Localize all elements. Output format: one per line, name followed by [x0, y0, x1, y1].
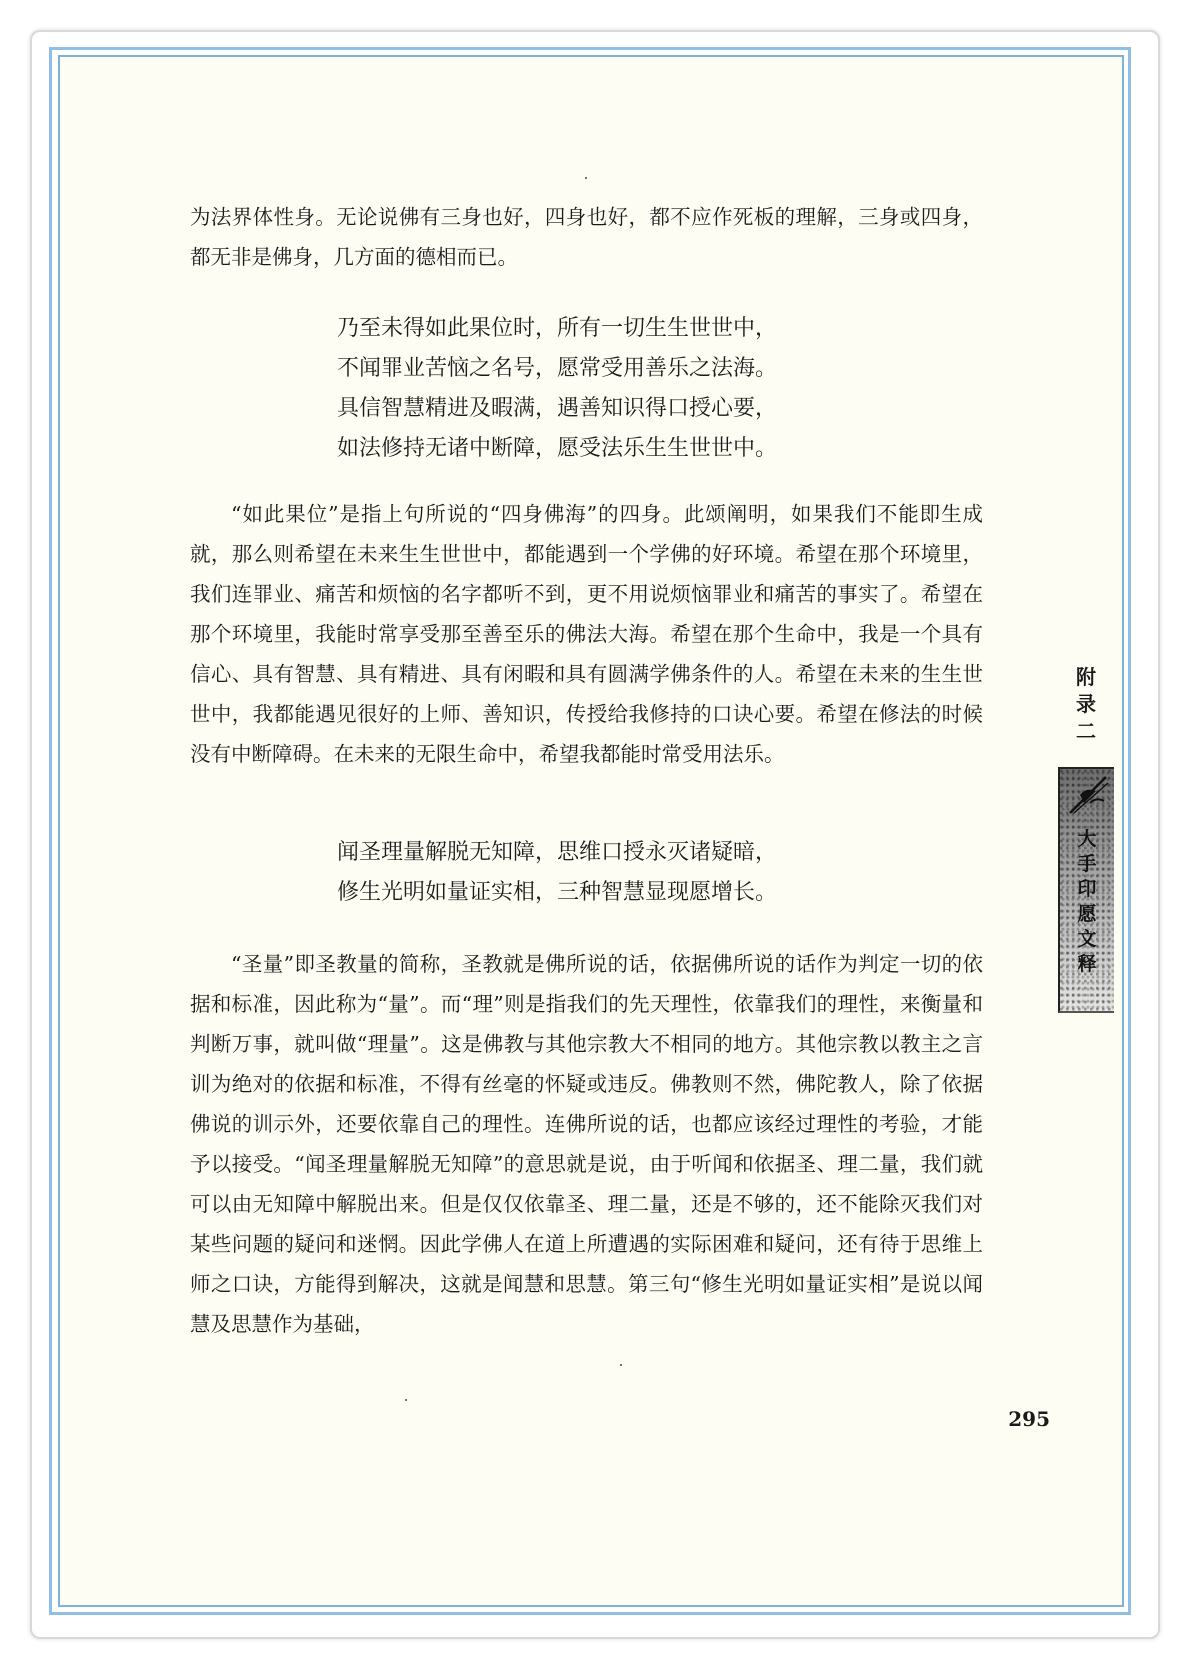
paragraph-continuation: [190, 197, 983, 277]
section-label: [1068, 664, 1104, 745]
section-char: 二: [1076, 719, 1096, 743]
chapter-char: 释: [1077, 953, 1097, 975]
commentary-block-2: [190, 944, 983, 1344]
chapter-char: 文: [1077, 928, 1097, 950]
scan-speck: [620, 1364, 622, 1366]
chapter-char: 印: [1077, 878, 1097, 900]
verse-block-2: [337, 833, 777, 913]
verse-line: 乃至未得如此果位时，所有一切生生世世中，: [337, 316, 778, 341]
section-char: 附: [1076, 665, 1096, 689]
chapter-char: 愿: [1077, 903, 1097, 925]
paragraph-1: 为法界体性身。无论说佛有三身也好，四身也好，都不应作死板的理解，三身或四身，都无非是佛身，几方面的德相而已。: [190, 205, 983, 269]
chapter-char: 大: [1077, 828, 1097, 850]
scan-speck: [585, 177, 587, 179]
section-char: 录: [1076, 692, 1096, 716]
verse-block-1: [337, 309, 777, 469]
chapter-char: 手: [1077, 853, 1097, 875]
commentary-block-1: [190, 494, 983, 774]
chapter-tab: [1058, 767, 1114, 1013]
scan-speck: [405, 1399, 407, 1401]
verse-line: 闻圣理量解脱无知障，思维口授永灭诸疑暗，: [337, 840, 778, 865]
paragraph-3: “圣量”即圣教量的简称，圣教就是佛所说的话，依据佛所说的话作为判定一切的依据和标准，因此称为“量”。而“理”则是指我们的先天理性，依靠我们的理性，来衡量和判断万事，就叫做“理量”。这是佛教与其他宗教大不相同的地方。其他宗教以教主之言训为绝对的依据和标准，不得有丝毫的怀疑或违反。佛教则不然，佛陀教人，除了依据佛说的训示外，还要依靠自己的理性。连佛所说的话，也都应该经过理性的考验，才能予以接受。“闻圣理量解脱无知障”的意思就是说，由于听闻和依据圣、理二量，我们就可以由无知障中解脱出来。但是仅仅依靠圣、理二量，还是不够的，还不能除灭我们对某些问题的疑问和迷惘。因此学佛人在道上所遭遇的实际困难和疑问，还有待于思维上师之口诀，方能得到解决，这就是闻慧和思慧。第三句“修生光明如量证实相”是说以闻慧及思慧作为基础，: [190, 952, 983, 1336]
paragraph-2: “如此果位”是指上句所说的“四身佛海”的四身。此颂阐明，如果我们不能即生成就，那么则希望在未来生生世世中，都能遇到一个学佛的好环境。希望在那个环境里，我们连罪业、痛苦和烦恼的名字都听不到，更不用说烦恼罪业和痛苦的事实了。希望在那个环境里，我能时常享受那至善至乐的佛法大海。希望在那个生命中，我是一个具有信心、具有智慧、具有精进、具有闲暇和具有圆满学佛条件的人。希望在未来的生生世世中，我都能遇见很好的上师、善知识，传授给我修持的口诀心要。希望在修法的时候没有中断障碍。在未来的无限生命中，希望我都能时常受用法乐。: [190, 502, 983, 766]
verse-line: 不闻罪业苦恼之名号，愿常受用善乐之法海。: [337, 356, 778, 381]
verse-line: 如法修持无诸中断障，愿受法乐生生世世中。: [337, 436, 778, 461]
brush-ornament-icon: [1066, 773, 1110, 817]
page-number: 295: [1008, 1407, 1050, 1431]
book-page: [58, 55, 1124, 1607]
verse-line: 具信智慧精进及暇满，遇善知识得口授心要，: [337, 396, 778, 421]
verse-line: 修生光明如量证实相，三种智慧显现愿增长。: [337, 880, 778, 905]
chapter-title: [1060, 827, 1114, 977]
